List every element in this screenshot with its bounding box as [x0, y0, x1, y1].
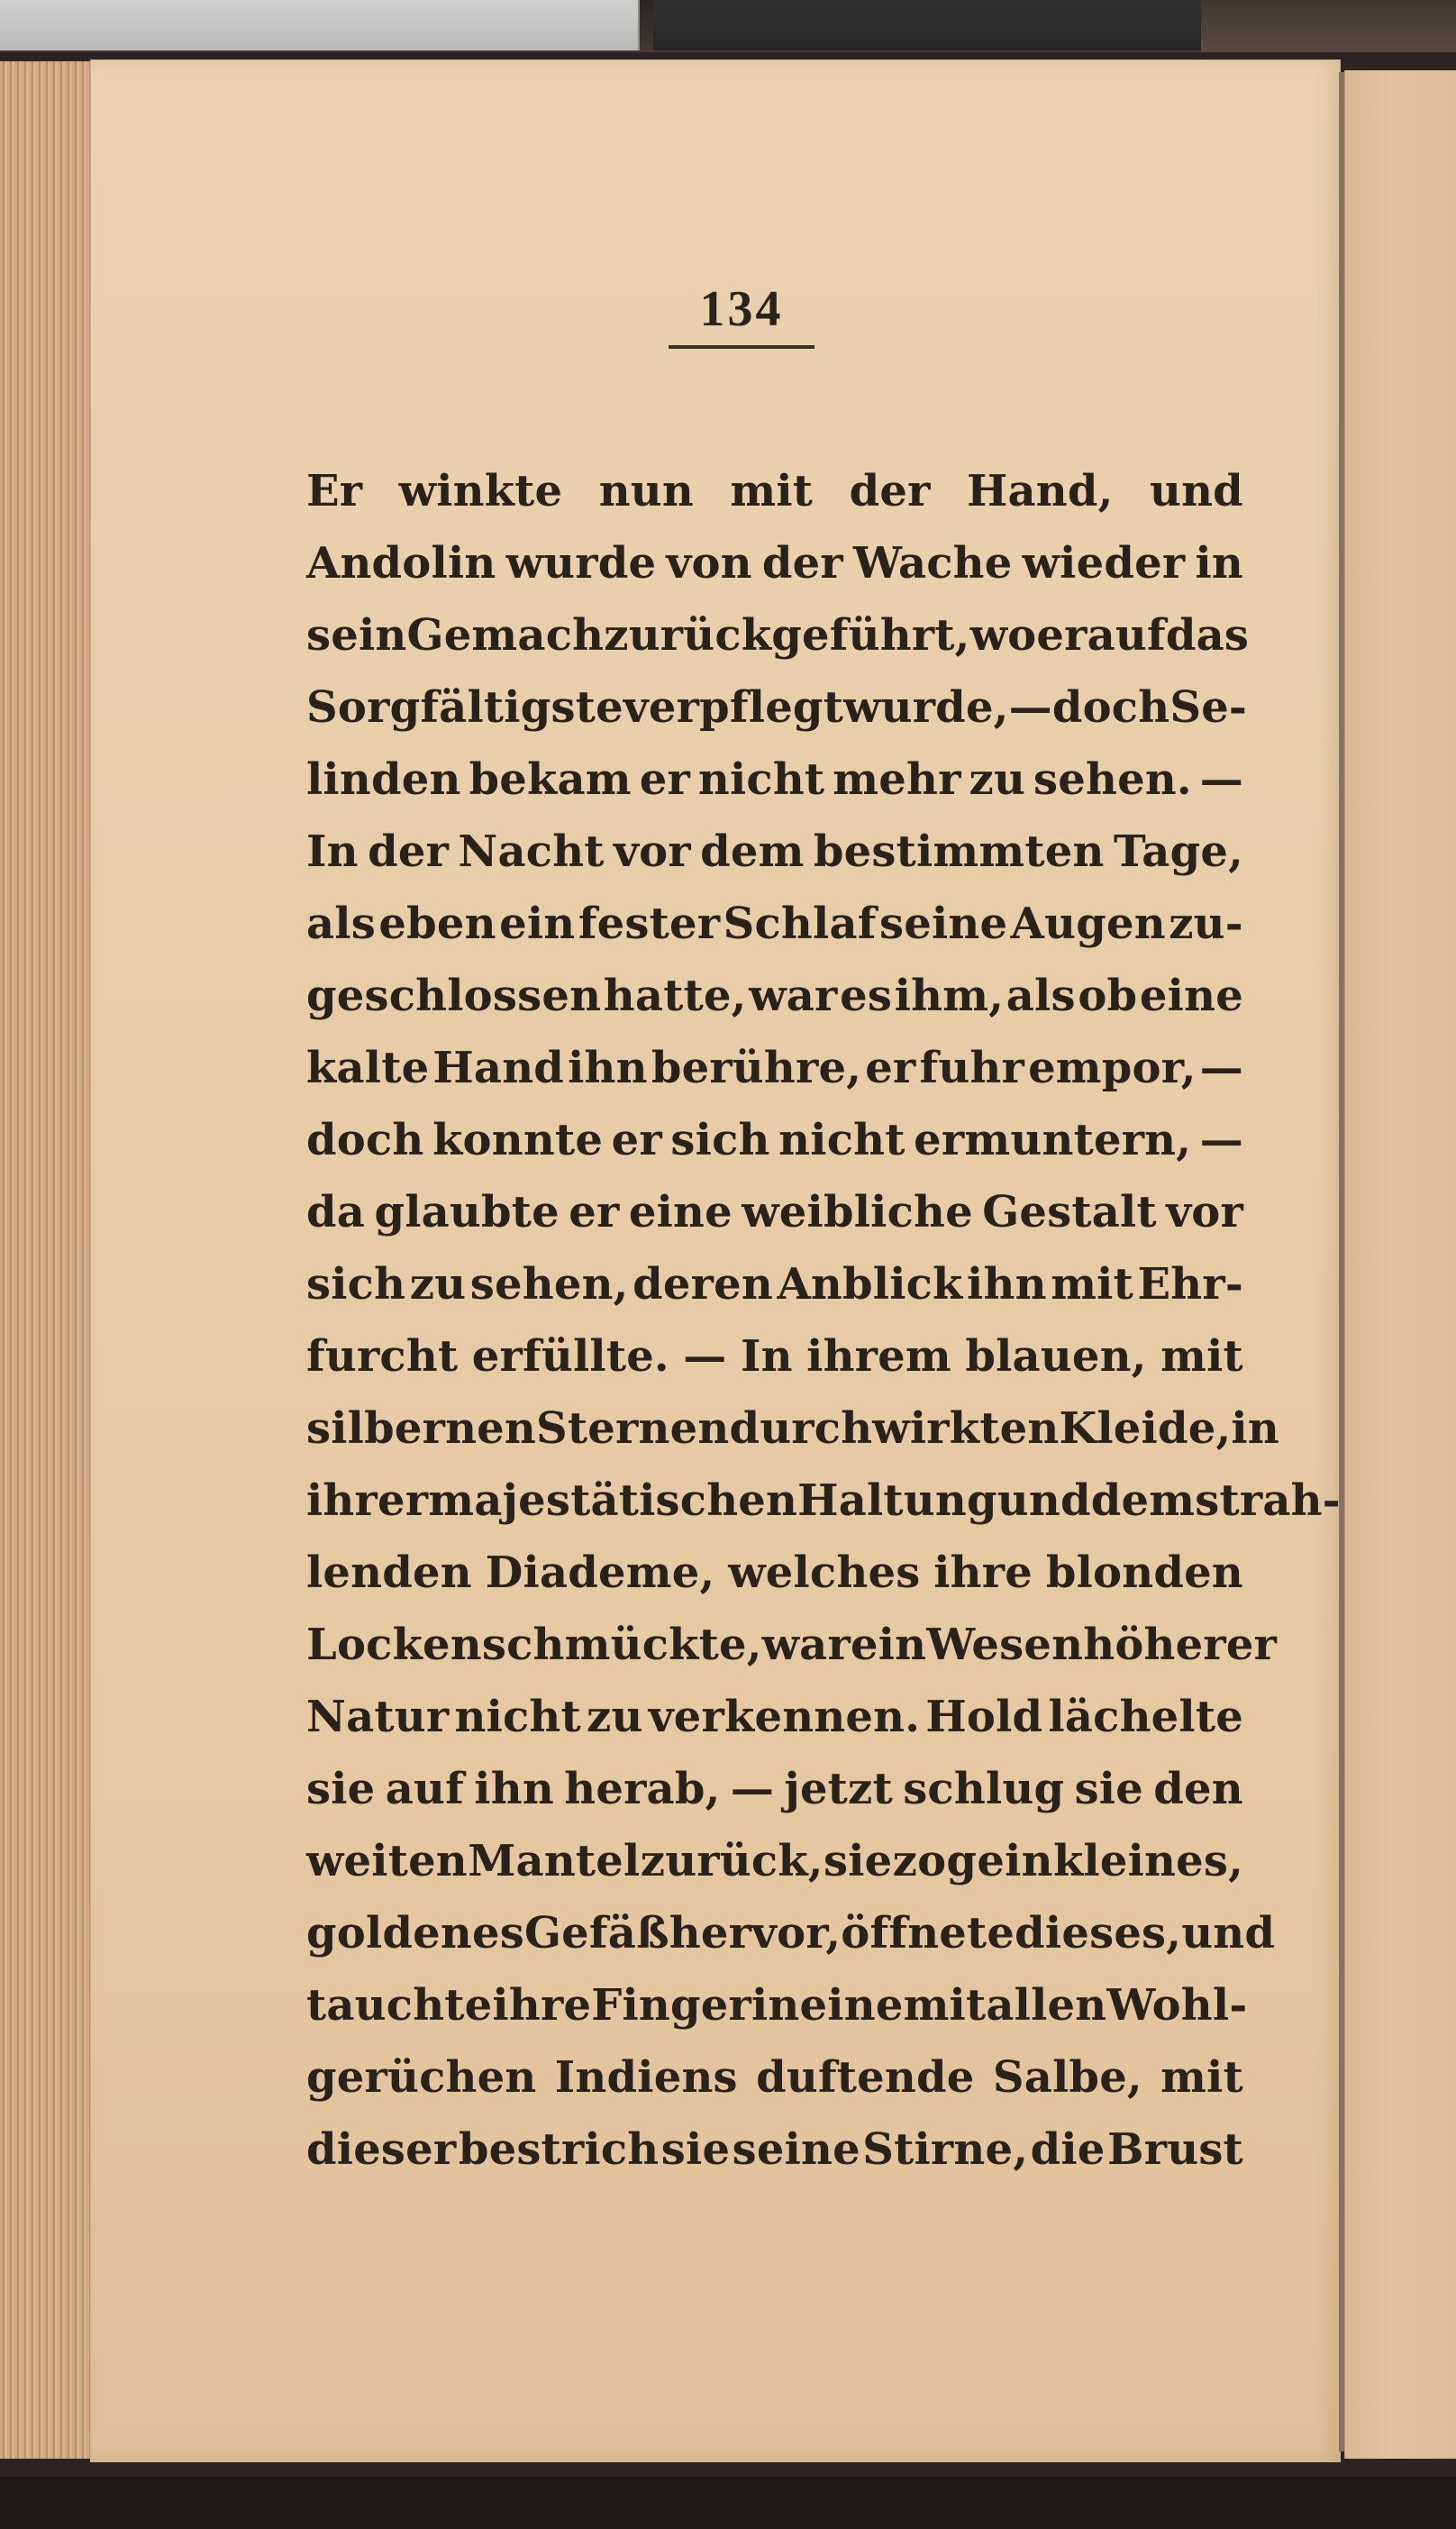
word: allen: [986, 1980, 1107, 2031]
word: Diademe,: [485, 1548, 715, 1598]
word: —: [683, 1331, 727, 1382]
word: höherer: [1083, 1620, 1278, 1670]
text-line: [306, 1681, 1243, 1753]
word: fester: [578, 899, 721, 949]
text-line: [306, 1320, 1243, 1392]
word: er: [865, 1043, 916, 1093]
text-line: [306, 1032, 1243, 1104]
word: Brust: [1106, 2124, 1243, 2175]
word: vor: [613, 826, 691, 877]
page-header: [583, 281, 900, 337]
word: zu-: [1169, 899, 1243, 949]
word: mit: [903, 1980, 987, 2031]
text-line: [306, 527, 1243, 599]
word: herab,: [564, 1764, 721, 1814]
word: Ehr-: [1137, 1259, 1243, 1310]
word: Hand,: [966, 466, 1114, 516]
text-line: [306, 1609, 1278, 1681]
word: seine: [732, 2124, 860, 2175]
word: nun: [598, 466, 694, 516]
word: silbernen: [306, 1403, 537, 1454]
word: blonden: [1045, 1548, 1243, 1598]
word: durchwirkten: [729, 1403, 1060, 1454]
word: bestimmten: [813, 826, 1105, 877]
text-line: [306, 1969, 1248, 2041]
right-page-edge: [1344, 70, 1456, 2459]
word: ihrem: [806, 1331, 951, 1382]
word: schmückte,: [481, 1620, 762, 1670]
word: in: [1195, 538, 1243, 589]
word: duftende: [756, 2052, 975, 2103]
text-line: [306, 1465, 1341, 1537]
word: zu: [969, 754, 1026, 805]
word: doch: [1051, 682, 1170, 733]
text-line: [306, 2041, 1243, 2114]
word: verpflegt: [623, 682, 844, 733]
word: erfüllte.: [471, 1331, 669, 1382]
top-background-strip: [0, 0, 1456, 56]
word: —: [1199, 1043, 1243, 1093]
word: Sternen: [536, 1403, 730, 1454]
word: ein: [499, 899, 576, 949]
word: doch: [306, 1115, 424, 1165]
word: ein: [977, 1836, 1053, 1886]
word: wo: [969, 610, 1037, 661]
word: glaubte: [374, 1187, 560, 1237]
word: Mantel: [468, 1836, 641, 1886]
text-line: [306, 888, 1243, 960]
word: bekam: [469, 754, 632, 805]
word: dem: [700, 826, 805, 877]
text-line: [306, 744, 1243, 816]
word: er: [639, 754, 690, 805]
word: von: [666, 538, 752, 589]
word: Tage,: [1113, 826, 1243, 877]
word: zu: [587, 1692, 643, 1742]
word: nicht: [454, 1692, 581, 1742]
word: Salbe,: [992, 2052, 1142, 2103]
page-stack-edge: [0, 61, 92, 2459]
word: schlug: [903, 1764, 1065, 1814]
word: weiten: [306, 1836, 468, 1886]
word: goldenes: [306, 1908, 524, 1958]
word: linden: [306, 754, 461, 805]
word: Locken: [306, 1620, 482, 1670]
word: zurückgeführt,: [604, 610, 970, 661]
text-line: [306, 816, 1243, 888]
word: Schlaf: [723, 899, 877, 949]
word: Se-: [1169, 682, 1248, 733]
page-number: 134: [699, 281, 784, 337]
word: ihm,: [894, 971, 1005, 1021]
word: weibliche: [742, 1187, 973, 1237]
word: auf: [1087, 610, 1166, 661]
word: verkennen.: [648, 1692, 921, 1742]
word: er: [569, 1187, 620, 1237]
word: Gefäß: [523, 1908, 669, 1958]
word: eine: [1139, 971, 1243, 1021]
word: eine: [799, 1980, 904, 2031]
word: da: [306, 1187, 366, 1237]
text-line: [306, 1104, 1243, 1176]
word: ihn: [967, 1259, 1047, 1310]
word: mit: [730, 466, 814, 516]
word: ob: [1078, 971, 1138, 1021]
word: wurde: [505, 538, 657, 589]
word: sein: [306, 610, 407, 661]
word: hervor,: [669, 1908, 842, 1958]
word: mit: [1160, 1331, 1243, 1382]
word: zu: [409, 1259, 467, 1310]
word: dem: [1090, 1475, 1196, 1526]
word: berühre,: [651, 1043, 862, 1093]
word: der: [761, 538, 843, 589]
word: kleines,: [1052, 1836, 1243, 1886]
word: mit: [1160, 2052, 1243, 2103]
word: sie: [306, 1764, 376, 1814]
text-body: [306, 455, 1341, 2186]
word: in: [1231, 1403, 1279, 1454]
text-line: [306, 1897, 1276, 1969]
text-line: [306, 1537, 1243, 1609]
word: ihn: [568, 1043, 648, 1093]
word: auf: [385, 1764, 464, 1814]
word: geschlossen: [306, 971, 602, 1021]
word: ermuntern,: [914, 1115, 1192, 1165]
word: dieser: [306, 2124, 457, 2175]
word: ihre: [492, 1980, 592, 2031]
word: dieses,: [1015, 1908, 1182, 1958]
text-line: [306, 671, 1248, 744]
text-line: [306, 599, 1250, 671]
word: ihn: [474, 1764, 554, 1814]
word: ihrer: [306, 1475, 429, 1526]
scan-background-center: [653, 0, 1201, 50]
text-line: [306, 1176, 1243, 1248]
word: Er: [306, 466, 363, 516]
word: Kleide,: [1059, 1403, 1232, 1454]
word: fuhr: [919, 1043, 1025, 1093]
word: eine: [628, 1187, 733, 1237]
word: In: [740, 1331, 793, 1382]
text-line: [306, 2114, 1243, 2186]
word: Indiens: [554, 2052, 738, 2103]
word: Gemach: [406, 610, 605, 661]
word: sie: [823, 1836, 893, 1886]
word: tauchte: [306, 1980, 493, 2031]
word: seine: [879, 899, 1008, 949]
word: Gestalt: [982, 1187, 1157, 1237]
word: vor: [1166, 1187, 1243, 1237]
word: mit: [1051, 1259, 1133, 1310]
word: ihre: [933, 1548, 1033, 1598]
word: kalte: [306, 1043, 430, 1093]
word: Finger: [591, 1980, 751, 2031]
book-cover-edge: [1201, 0, 1456, 56]
word: Hold: [925, 1692, 1043, 1742]
word: sich: [306, 1259, 406, 1310]
word: er: [611, 1115, 662, 1165]
word: mehr: [833, 754, 961, 805]
word: furcht: [306, 1331, 459, 1382]
word: —: [1199, 1115, 1243, 1165]
word: die: [1030, 2124, 1106, 2175]
word: der: [368, 826, 450, 877]
word: und: [1149, 466, 1243, 516]
text-line: [306, 1392, 1279, 1465]
word: es: [840, 971, 893, 1021]
word: nicht: [697, 754, 825, 805]
word: hatte,: [603, 971, 747, 1021]
word: als: [306, 899, 376, 949]
word: Anblick: [777, 1259, 963, 1310]
text-line: [306, 455, 1243, 527]
word: Wache: [853, 538, 1013, 589]
word: jetzt: [784, 1764, 893, 1814]
word: öffnete: [841, 1908, 1015, 1958]
word: winkte: [398, 466, 563, 516]
word: Wesen: [926, 1620, 1084, 1670]
word: eben: [378, 899, 496, 949]
word: lächelte: [1048, 1692, 1243, 1742]
word: Sorgfältigste: [306, 682, 623, 733]
word: lenden: [306, 1548, 472, 1598]
word: Natur: [306, 1692, 450, 1742]
word: zurück,: [640, 1836, 824, 1886]
word: strah-: [1195, 1475, 1341, 1526]
word: Stirne,: [862, 2124, 1029, 2175]
word: Haltung: [797, 1475, 997, 1526]
word: er: [1036, 610, 1087, 661]
text-line: [306, 1825, 1243, 1897]
word: war: [749, 971, 838, 1021]
word: deren: [632, 1259, 773, 1310]
word: in: [751, 1980, 800, 2031]
word: wurde,: [843, 682, 1009, 733]
scan-background-left: [0, 0, 640, 50]
word: sie: [1074, 1764, 1143, 1814]
word: Wohl-: [1106, 1980, 1248, 2031]
text-line: [306, 1248, 1243, 1320]
word: sie: [660, 2124, 731, 2175]
word: zog: [892, 1836, 978, 1886]
word: Augen: [1010, 899, 1166, 949]
word: und: [996, 1475, 1091, 1526]
word: sehen,: [469, 1259, 629, 1310]
header-rule: [669, 345, 814, 349]
word: welches: [728, 1548, 921, 1598]
word: gerüchen: [306, 2052, 537, 2103]
word: bestrich: [458, 2124, 660, 2175]
word: ein: [850, 1620, 927, 1670]
word: majestätischen: [428, 1475, 798, 1526]
text-line: [306, 1753, 1243, 1825]
word: Andolin: [306, 538, 496, 589]
word: wieder: [1022, 538, 1186, 589]
word: —: [1008, 682, 1052, 733]
word: der: [849, 466, 931, 516]
word: und: [1181, 1908, 1276, 1958]
word: konnte: [432, 1115, 604, 1165]
text-line: [306, 960, 1243, 1032]
word: blauen,: [965, 1331, 1147, 1382]
word: sehen.: [1033, 754, 1192, 805]
word: das: [1165, 610, 1250, 661]
word: Nacht: [458, 826, 605, 877]
word: Hand: [432, 1043, 565, 1093]
word: sich: [670, 1115, 770, 1165]
word: den: [1153, 1764, 1243, 1814]
word: In: [306, 826, 359, 877]
word: —: [1199, 754, 1243, 805]
word: nicht: [778, 1115, 905, 1165]
word: empor,: [1028, 1043, 1197, 1093]
word: —: [730, 1764, 775, 1814]
word: als: [1006, 971, 1076, 1021]
word: war: [761, 1620, 851, 1670]
